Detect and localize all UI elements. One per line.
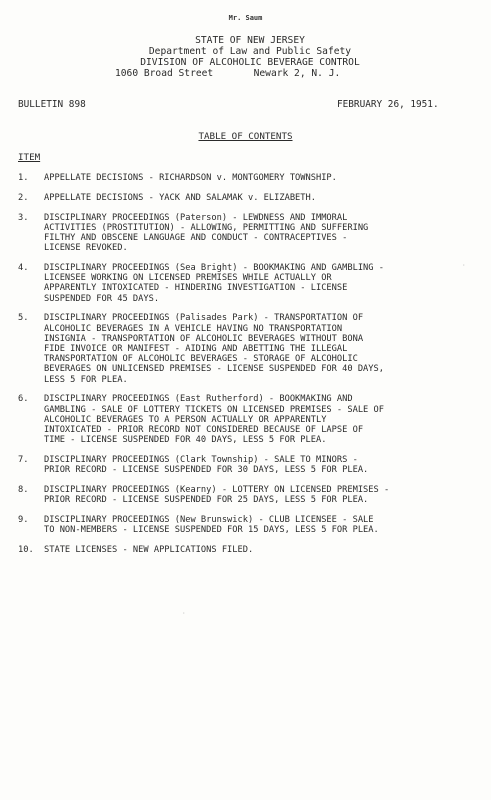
letterhead-line-department: Department of Law and Public Safety bbox=[148, 46, 352, 57]
toc-item bbox=[18, 193, 478, 203]
handwritten-note: Mr. Saum bbox=[228, 14, 263, 22]
toc-item-number: 9. bbox=[18, 515, 29, 526]
toc-item-text: DISCIPLINARY PROCEEDINGS (Kearny) - LOTTERY ON LICENSED PREMISES - PRIOR RECORD - LICENSE SUSPENDED FOR 25 DAYS, LESS 5 FOR PLEA. bbox=[44, 485, 390, 506]
toc-item-text: DISCIPLINARY PROCEEDINGS (East Rutherford) - BOOKMAKING AND GAMBLING - SALE OF LOTTERY TICKETS ON LICENSED PREMISES - SALE OF ALCOHOLIC BEVERAGES TO A PERSON ACTUALLY OR APPARENTLY INTOXICATED - PRIOR RECORD NOT CONSIDERED BECAUSE OF LAPSE OF TIME - LICENSE SUSPENDED FOR 40 DAYS, LESS 5 FOR PLEA. bbox=[44, 394, 384, 446]
scan-speck: · bbox=[462, 262, 466, 269]
toc-item-number: 4. bbox=[18, 263, 29, 273]
toc-item bbox=[18, 213, 478, 254]
toc-item-number: 7. bbox=[18, 455, 29, 466]
letterhead-line-division: DIVISION OF ALCOHOLIC BEVERAGE CONTROL bbox=[140, 57, 360, 68]
toc-item bbox=[18, 173, 478, 183]
toc-title: TABLE OF CONTENTS bbox=[198, 131, 293, 142]
toc-item bbox=[18, 545, 478, 555]
toc-list bbox=[18, 173, 478, 565]
item-heading: ITEM bbox=[18, 152, 41, 163]
toc-item bbox=[18, 394, 478, 445]
letterhead bbox=[100, 35, 400, 79]
letterhead-line-address: 1060 Broad Street Newark 2, N. J. bbox=[115, 68, 341, 79]
toc-item-number: 3. bbox=[18, 212, 29, 223]
toc-item-text: STATE LICENSES - NEW APPLICATIONS FILED. bbox=[44, 545, 254, 556]
toc-item-text: DISCIPLINARY PROCEEDINGS (Palisades Park) - TRANSPORTATION OF ALCOHOLIC BEVERAGES IN A VEHICLE HAVING NO TRANSPORTATION INSIGNIA - TRANSPORTATION OF ALCOHOLIC BEVERAGES WITHOUT BONA FIDE INVOICE OR MANIFEST - AIDING AND ABETTING THE ILLEGAL TRANSPORTATION OF ALCOHOLIC BEVERAGES - STORAGE OF ALCOHOLIC BEVERAGES ON UNLICENSED PREMISES - LICENSE SUSPENDED FOR 40 DAYS, LESS 5 FOR PLEA. bbox=[44, 313, 384, 385]
scan-speck: · bbox=[182, 610, 186, 617]
toc-item-number: 6. bbox=[18, 394, 29, 405]
toc-item bbox=[18, 515, 478, 535]
toc-item-text: APPELLATE DECISIONS - RICHARDSON v. MONTGOMERY TOWNSHIP. bbox=[44, 173, 337, 183]
toc-item-number: 5. bbox=[18, 313, 29, 324]
toc-item-text: DISCIPLINARY PROCEEDINGS (Sea Bright) - BOOKMAKING AND GAMBLING - LICENSEE WORKING ON LICENSED PREMISES WHILE ACTUALLY OR APPARENTLY INTOXICATED - HINDERING INVESTIGATION - LICENSE SUSPENDED FOR 45 DAYS. bbox=[44, 263, 384, 304]
bulletin-date: FEBRUARY 26, 1951. bbox=[337, 99, 439, 110]
toc-item bbox=[18, 455, 478, 475]
toc-item-text: DISCIPLINARY PROCEEDINGS (New Brunswick) - CLUB LICENSEE - SALE TO NON-MEMBERS - LICENSE SUSPENDED FOR 15 DAYS, LESS 5 FOR PLEA. bbox=[44, 515, 379, 536]
toc-item bbox=[18, 313, 478, 384]
toc-item bbox=[18, 485, 478, 505]
toc-item-number: 8. bbox=[18, 485, 29, 496]
toc-item-text: DISCIPLINARY PROCEEDINGS (Clark Township) - SALE TO MINORS - PRIOR RECORD - LICENSE SUSPENDED FOR 30 DAYS, LESS 5 FOR PLEA. bbox=[44, 455, 369, 476]
toc-item-number: 10. bbox=[18, 545, 34, 556]
toc-item-number: 1. bbox=[18, 173, 29, 183]
toc-item-text: APPELLATE DECISIONS - YACK AND SALAMAK v. ELIZABETH. bbox=[44, 192, 316, 203]
bulletin-number: BULLETIN 898 bbox=[18, 99, 86, 110]
toc-item-number: 2. bbox=[18, 192, 29, 203]
toc-item-text: DISCIPLINARY PROCEEDINGS (Paterson) - LEWDNESS AND IMMORAL ACTIVITIES (PROSTITUTION) - ALLOWING, PERMITTING AND SUFFERING FILTHY AND OBSCENE LANGUAGE AND CONDUCT - CONTRACEPTIVES - LICENSE REVOKED. bbox=[44, 212, 369, 254]
toc-item bbox=[18, 263, 478, 304]
letterhead-line-state: STATE OF NEW JERSEY bbox=[195, 35, 305, 46]
